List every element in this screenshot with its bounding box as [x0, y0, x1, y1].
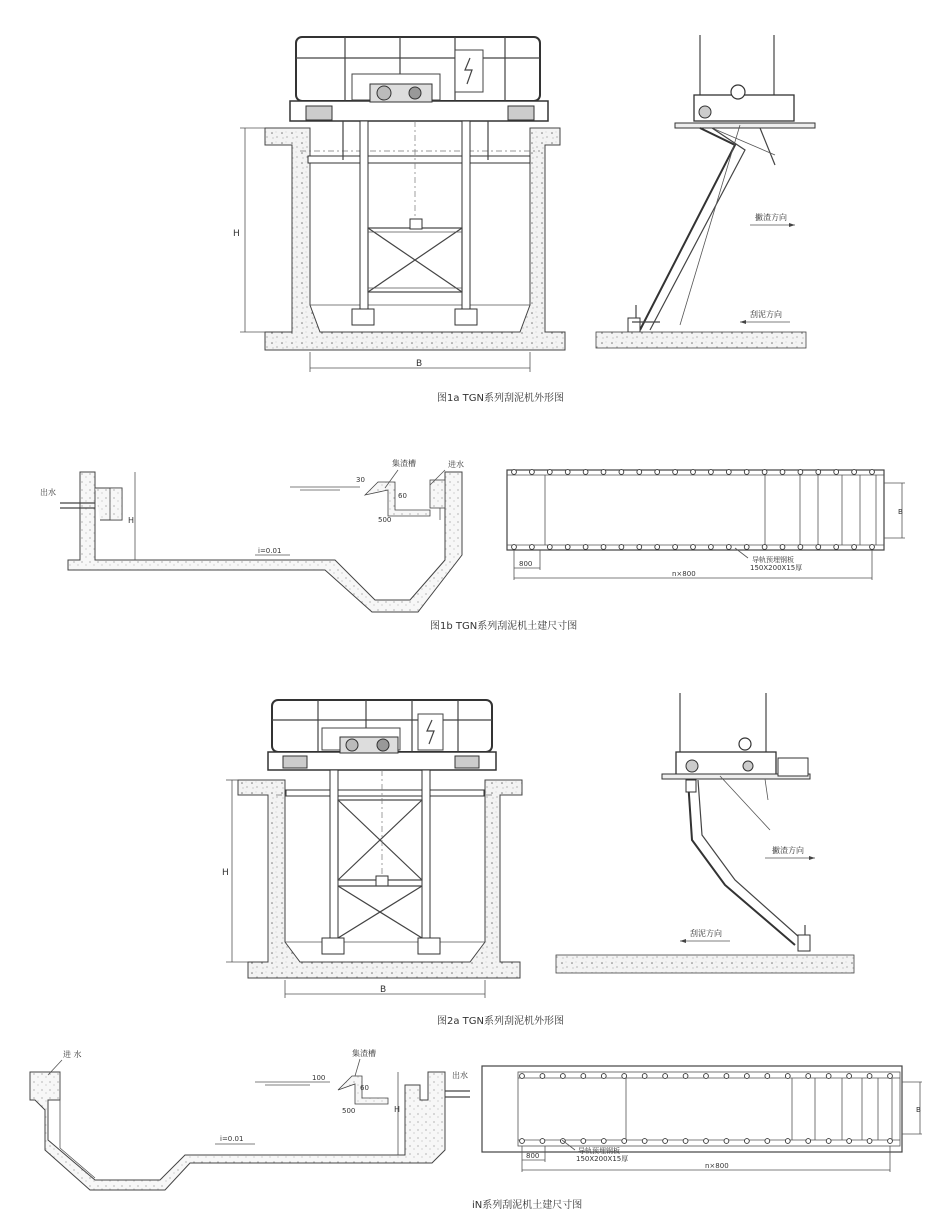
- bolt-hole: [806, 1074, 811, 1079]
- fig1b-tank-section: [40, 458, 464, 612]
- bolt-hole: [765, 1139, 770, 1144]
- fig2b-trough: 集渣槽: [352, 1049, 376, 1058]
- fig2b-dim-60: 60: [360, 1084, 369, 1092]
- bolt-hole: [852, 545, 857, 550]
- bolt-hole: [816, 470, 821, 475]
- bolt-hole: [870, 470, 875, 475]
- bolt-hole: [619, 545, 624, 550]
- bolt-hole: [622, 1139, 627, 1144]
- fig2b-dim-b: B: [916, 1106, 921, 1114]
- bolt-hole: [834, 545, 839, 550]
- bolt-hole: [785, 1139, 790, 1144]
- fig2b-dim-n800: n×800: [705, 1162, 729, 1170]
- fig1b-trough: 集渣槽: [392, 459, 416, 468]
- bolt-hole: [780, 470, 785, 475]
- caption-fig1a: 图1a TGN系列刮泥机外形图: [437, 393, 565, 404]
- bolt-hole: [806, 1139, 811, 1144]
- fig2b-dim-h: H: [394, 1105, 401, 1114]
- fig2b-dim-800: 800: [526, 1152, 540, 1160]
- caption-fig2a: 图2a TGN系列刮泥机外形图: [437, 1016, 565, 1027]
- bolt-hole: [709, 470, 714, 475]
- bolt-hole: [704, 1074, 709, 1079]
- bolt-hole: [601, 545, 606, 550]
- bolt-hole: [637, 470, 642, 475]
- bolt-hole: [744, 1139, 749, 1144]
- fig1a-dim-b: B: [416, 359, 423, 369]
- bolt-hole: [601, 1074, 606, 1079]
- fig2b-dim-500: 500: [342, 1107, 356, 1115]
- fig2b-inlet: 进 水: [63, 1050, 82, 1059]
- bolt-hole: [724, 1074, 729, 1079]
- bolt-hole: [560, 1074, 565, 1079]
- fig1b-dim-n800: n×800: [672, 570, 696, 578]
- bolt-hole: [780, 545, 785, 550]
- bolt-hole: [547, 470, 552, 475]
- bolt-hole: [798, 470, 803, 475]
- fig1b-dim-60: 60: [398, 492, 407, 500]
- bolt-hole: [852, 470, 857, 475]
- bolt-hole: [826, 1139, 831, 1144]
- bolt-hole: [762, 545, 767, 550]
- bolt-hole: [673, 545, 678, 550]
- bolt-hole: [867, 1139, 872, 1144]
- fig1b-plan-view: [507, 470, 905, 580]
- fig1b-dim-h: H: [128, 516, 135, 525]
- fig2a-dim-h: H: [222, 868, 229, 878]
- bolt-hole: [888, 1074, 893, 1079]
- bolt-hole: [663, 1074, 668, 1079]
- bolt-hole: [601, 470, 606, 475]
- bolt-hole: [816, 545, 821, 550]
- bolt-hole: [744, 470, 749, 475]
- bolt-hole: [826, 1074, 831, 1079]
- bolt-hole: [724, 1139, 729, 1144]
- bolt-hole: [540, 1139, 545, 1144]
- bolt-hole: [565, 545, 570, 550]
- bolt-hole: [581, 1139, 586, 1144]
- fig1b-dim-500: 500: [378, 516, 392, 524]
- caption-fig2b: iN系列刮泥机土建尺寸图: [472, 1200, 583, 1211]
- bolt-hole: [691, 470, 696, 475]
- bolt-hole: [704, 1139, 709, 1144]
- bolt-hole: [642, 1139, 647, 1144]
- fig1b-inlet: 进水: [448, 460, 464, 469]
- fig2b-plate: 导轨预埋钢板: [578, 1147, 620, 1155]
- bolt-hole: [583, 545, 588, 550]
- bolt-hole: [765, 1074, 770, 1079]
- fig2a-label-mud: 刮泥方向: [690, 929, 722, 938]
- bolt-hole: [691, 545, 696, 550]
- bolt-hole: [520, 1074, 525, 1079]
- bolt-hole: [673, 470, 678, 475]
- bolt-hole: [785, 1074, 790, 1079]
- bolt-hole: [798, 545, 803, 550]
- fig2a-front-elevation: [222, 700, 522, 998]
- bolt-hole: [581, 1074, 586, 1079]
- fig1b-plate: 导轨预埋钢板: [752, 556, 794, 564]
- bolt-hole: [888, 1139, 893, 1144]
- bolt-hole: [565, 470, 570, 475]
- fig1a-side-elevation: [596, 35, 815, 348]
- fig2a-side-elevation: [556, 693, 854, 973]
- bolt-hole: [637, 545, 642, 550]
- bolt-hole: [834, 470, 839, 475]
- fig2b-tank-concrete: [30, 1072, 445, 1190]
- bolt-hole: [512, 545, 517, 550]
- fig2b-outlet: 出水: [452, 1071, 468, 1080]
- fig2a-label-scum: 撇渣方向: [772, 846, 804, 855]
- fig2b-plate-size: 150X200X15厚: [576, 1155, 629, 1163]
- bolt-hole: [601, 1139, 606, 1144]
- bolt-hole: [540, 1074, 545, 1079]
- bolt-hole: [655, 545, 660, 550]
- fig2b-slope: i=0.01: [220, 1135, 244, 1143]
- fig1a-label-mud: 刮泥方向: [750, 310, 782, 319]
- fig2b-plan-view: [482, 1066, 922, 1172]
- bolt-hole: [642, 1074, 647, 1079]
- fig1a-dim-h: H: [233, 229, 240, 239]
- fig2b-dim-100: 100: [312, 1074, 326, 1082]
- bolt-hole: [744, 545, 749, 550]
- bolt-hole: [663, 1139, 668, 1144]
- bolt-hole: [547, 545, 552, 550]
- bolt-hole: [619, 470, 624, 475]
- fig1b-dim-b: B: [898, 508, 903, 516]
- fig2a-dim-b: B: [380, 985, 387, 995]
- bolt-hole: [867, 1074, 872, 1079]
- bolt-hole: [726, 545, 731, 550]
- bolt-hole: [583, 470, 588, 475]
- caption-fig1b: 图1b TGN系列刮泥机土建尺寸图: [430, 621, 578, 632]
- bolt-hole: [847, 1074, 852, 1079]
- fig1b-outlet: 出水: [40, 488, 56, 497]
- fig1b-dim-30: 30: [356, 476, 365, 484]
- fig1b-dim-800: 800: [519, 560, 533, 568]
- bolt-hole: [520, 1139, 525, 1144]
- fig1a-label-scum: 撇渣方向: [755, 213, 787, 222]
- bolt-hole: [683, 1139, 688, 1144]
- bolt-hole: [870, 545, 875, 550]
- bolt-hole: [847, 1139, 852, 1144]
- bolt-hole: [744, 1074, 749, 1079]
- fig1b-plate-size: 150X200X15厚: [750, 564, 803, 572]
- bolt-hole: [655, 470, 660, 475]
- fig1a-front-elevation: [233, 37, 565, 372]
- bolt-hole: [683, 1074, 688, 1079]
- bolt-hole: [622, 1074, 627, 1079]
- bolt-hole: [530, 470, 535, 475]
- bolt-hole: [709, 545, 714, 550]
- bolt-hole: [726, 470, 731, 475]
- fig2b-tank-section: [30, 1048, 470, 1190]
- bolt-hole: [530, 545, 535, 550]
- fig1b-slope: i=0.01: [258, 547, 282, 555]
- bolt-hole: [512, 470, 517, 475]
- bolt-hole: [762, 470, 767, 475]
